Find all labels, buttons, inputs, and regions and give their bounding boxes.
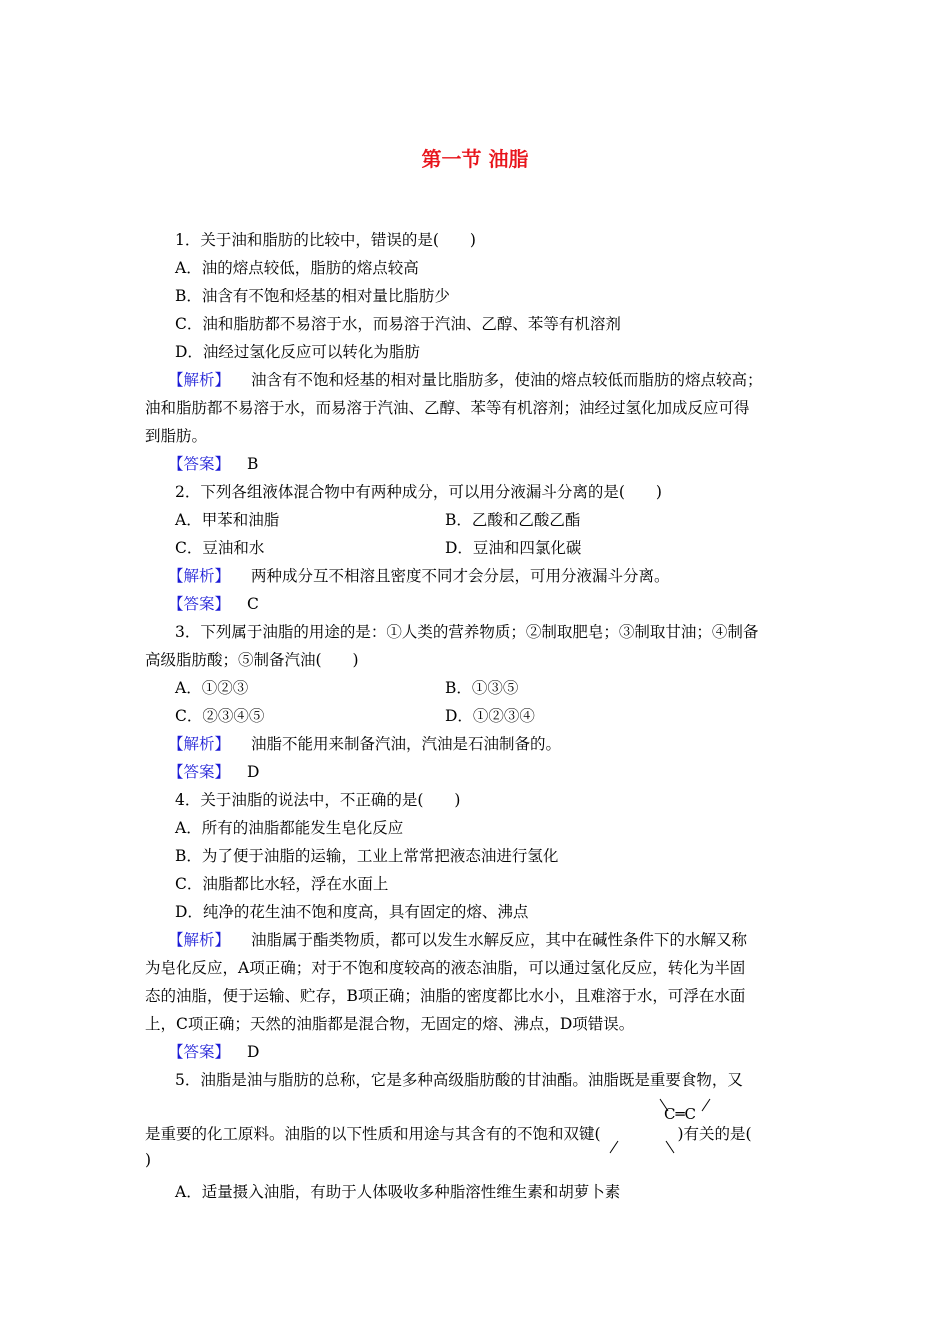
q2-option-row-1 xyxy=(175,510,843,530)
q3-stem-line-1: 3．下列属于油脂的用途的是：①人类的营养物质；②制取肥皂；③制取甘油；④制备 xyxy=(175,623,759,641)
q3-answer xyxy=(168,762,836,782)
q1-analysis-line-3: 到脂肪。 xyxy=(145,427,208,445)
q3-option-c: C．②③④⑤ xyxy=(175,707,265,725)
answer-value: B xyxy=(246,455,259,473)
q4-analysis-line-3: 态的油脂，便于运输、贮存，B项正确；油脂的密度都比水小，且难溶于水，可浮在水面 xyxy=(145,987,746,1005)
q3-option-d: D．①②③④ xyxy=(445,707,535,725)
q4-option-b: B．为了便于油脂的运输，工业上常常把液态油进行氢化 xyxy=(175,847,559,865)
q4-option-c: C．油脂都比水轻，浮在水面上 xyxy=(175,875,389,893)
q3-stem-line-2: 高级脂肪酸；⑤制备汽油( ) xyxy=(145,651,359,669)
analysis-tag: 【解析】 xyxy=(168,567,231,585)
answer-value: D xyxy=(246,763,260,781)
q5-stem-line-2-text: 是重要的化工原料。油脂的以下性质和用途与其含有的不饱和双键( xyxy=(145,1125,601,1143)
q2-option-c: C．豆油和水 xyxy=(175,539,265,557)
bond-formula: C═C xyxy=(664,1105,696,1123)
q2-analysis xyxy=(168,566,836,586)
q4-option-d: D．纯净的花生油不饱和度高，具有固定的熔、沸点 xyxy=(175,903,529,921)
analysis-text: 油脂不能用来制备汽油，汽油是石油制备的。 xyxy=(250,735,561,753)
q2-option-a: A．甲苯和油脂 xyxy=(175,511,280,529)
q1-option-a: A．油的熔点较低，脂肪的熔点较高 xyxy=(175,259,419,277)
q2-answer xyxy=(168,594,836,614)
q3-option-row-1 xyxy=(175,678,843,698)
q2-option-b: B．乙酸和乙酸乙酯 xyxy=(445,511,581,529)
answer-tag: 【答案】 xyxy=(168,595,231,613)
answer-tag: 【答案】 xyxy=(168,763,231,781)
q1-analysis-line-1 xyxy=(168,370,836,390)
answer-tag: 【答案】 xyxy=(168,1043,231,1061)
q5-stem-line-1: 5．油脂是油与脂肪的总称，它是多种高级脂肪酸的甘油酯。油脂既是重要食物，又 xyxy=(175,1071,743,1089)
analysis-text: 油含有不饱和烃基的相对量比脂肪多，使油的熔点较低而脂肪的熔点较高； xyxy=(250,371,763,389)
q3-analysis xyxy=(168,734,836,754)
q4-analysis-line-1 xyxy=(168,930,836,950)
q5-stem-line-3: ) xyxy=(145,1151,152,1169)
q2-option-row-2 xyxy=(175,538,843,558)
analysis-text: 油脂属于酯类物质，都可以发生水解反应，其中在碱性条件下的水解又称 xyxy=(250,931,747,949)
q4-analysis-line-4: 上，C项正确；天然的油脂都是混合物，无固定的熔、沸点，D项错误。 xyxy=(145,1015,635,1033)
q3-option-b: B．①③⑤ xyxy=(445,679,519,697)
q4-option-a: A．所有的油脂都能发生皂化反应 xyxy=(175,819,404,837)
analysis-text: 两种成分互不相溶且密度不同才会分层，可用分液漏斗分离。 xyxy=(250,567,670,585)
q1-stem: 1．关于油和脂肪的比较中，错误的是( ) xyxy=(175,231,476,249)
page-title: 第一节 油脂 xyxy=(421,147,529,171)
analysis-tag: 【解析】 xyxy=(168,931,231,949)
q3-option-a: A．①②③ xyxy=(175,679,249,697)
q2-stem: 2．下列各组液体混合物中有两种成分，可以用分液漏斗分离的是( ) xyxy=(175,483,662,501)
answer-value: C xyxy=(246,595,259,613)
q5-option-a: A．适量摄入油脂，有助于人体吸收多种脂溶性维生素和胡萝卜素 xyxy=(175,1183,621,1201)
q3-option-row-2 xyxy=(175,706,843,726)
analysis-tag: 【解析】 xyxy=(168,371,231,389)
q1-answer xyxy=(168,454,836,474)
q4-stem: 4．关于油脂的说法中，不正确的是( ) xyxy=(175,791,461,809)
q1-option-d: D．油经过氢化反应可以转化为脂肪 xyxy=(175,343,420,361)
q5-stem-line-2 xyxy=(145,1124,813,1144)
answer-tag: 【答案】 xyxy=(168,455,231,473)
q1-option-c: C．油和脂肪都不易溶于水，而易溶于汽油、乙醇、苯等有机溶剂 xyxy=(175,315,621,333)
q4-answer xyxy=(168,1042,836,1062)
q5-stem-line-2-tail: )有关的是( xyxy=(677,1125,752,1143)
q1-option-b: B．油含有不饱和烃基的相对量比脂肪少 xyxy=(175,287,450,305)
q1-analysis-line-2: 油和脂肪都不易溶于水，而易溶于汽油、乙醇、苯等有机溶剂；油经过氢化加成反应可得 xyxy=(145,399,750,417)
q4-analysis-line-2: 为皂化反应，A项正确；对于不饱和度较高的液态油脂，可以通过氢化反应，转化为半固 xyxy=(145,959,746,977)
analysis-tag: 【解析】 xyxy=(168,735,231,753)
answer-value: D xyxy=(246,1043,260,1061)
q2-option-d: D．豆油和四氯化碳 xyxy=(445,539,582,557)
